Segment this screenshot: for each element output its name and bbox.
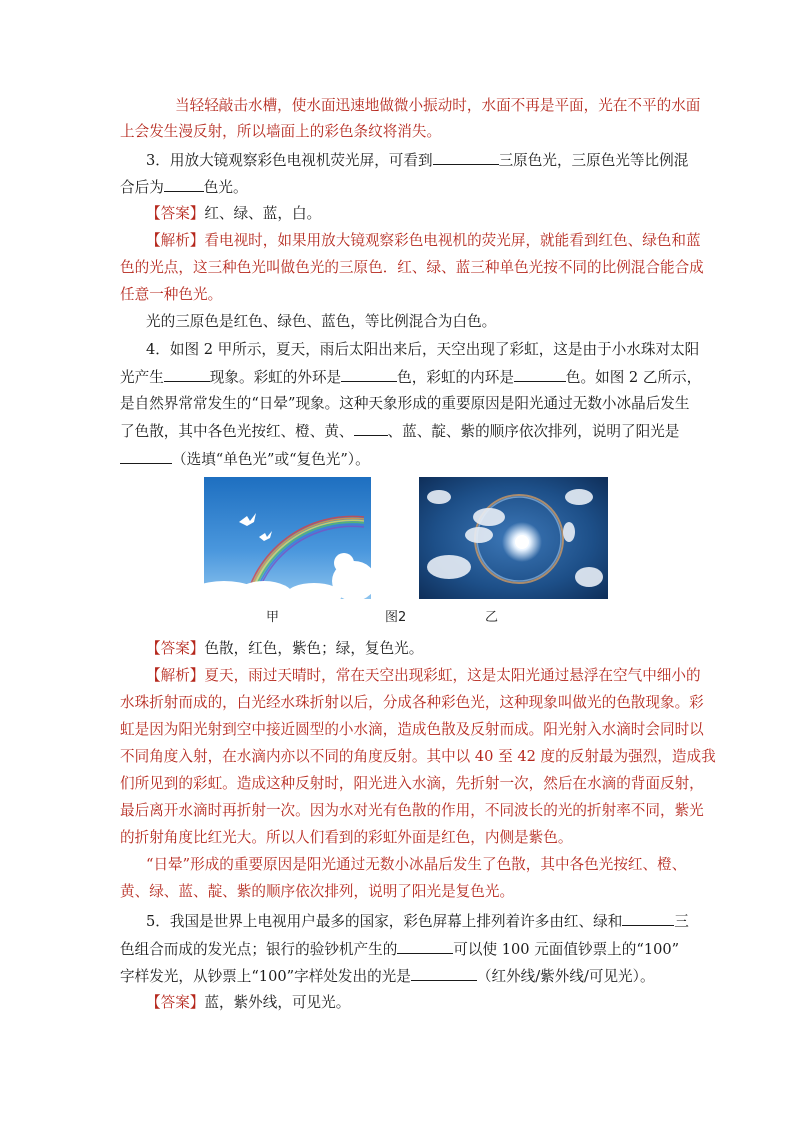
q4-analysis-2: 水珠折射而成的，白光经水珠折射以后，分成各种彩色光，这种现象叫做光的色散现象。彩 [120,694,704,711]
q3-text: 3．用放大镜观察彩色电视机荧光屏，可看到 [146,152,433,169]
q3-text: 合后为 [120,179,164,196]
analysis-text: 看电视时，如果用放大镜观察彩色电视机的荧光屏，就能看到红色、绿色和蓝 [204,232,701,249]
q5-text: 可以使 100 元面值钞票上的“100” [453,941,680,958]
q4-blank-3 [514,368,566,382]
figure-label-yi: 乙 [485,610,499,625]
q4-line-1: 4．如图 2 甲所示，夏天，雨后太阳出来后，天空出现了彩虹，这是由于小水珠对太阳 [146,341,700,358]
q4-blank-1 [164,368,210,382]
q5-text: 色组合而成的发光点；银行的验钞机产生的 [120,941,398,958]
q4-line-5 [120,450,370,469]
q4-text: （选填“单色光”或“复色光”）。 [172,451,370,468]
q3-text: 色光。 [203,179,248,196]
q4-blank-5 [120,450,172,464]
q4-text: 色。如图 2 乙所示， [565,369,702,386]
q5-line-1 [146,912,689,931]
intro-line-1: 当轻轻敲击水槽，使水面迅速地做微小振动时，水面不再是平面，光在不平的水面 [175,97,701,114]
q4-analysis-9: 黄、绿、蓝、靛、紫的顺序依次排列，说明了阳光是复色光。 [120,883,515,900]
q5-line-3 [120,967,655,986]
q3-line-1 [146,151,688,170]
answer-tag: 【答案】 [146,205,205,222]
q4-line-4 [120,422,679,441]
q4-analysis-1 [146,667,701,685]
answer-tag: 【答案】 [146,640,205,657]
q4-analysis-6: 最后离开水滴时再折射一次。因为水对光有色散的作用，不同波长的光的折射率不同，紫光 [120,802,704,819]
answer-text: 蓝，紫外线，可见光。 [204,994,351,1011]
q4-line-2 [120,368,701,387]
q5-text: 5．我国是世界上电视用户最多的国家，彩色屏幕上排列着许多由红、绿和 [146,913,623,930]
q4-text: 色，彩虹的内环是 [397,369,514,386]
q3-line-2 [120,178,248,197]
analysis-tag: 【解析】 [146,667,205,684]
q5-answer [146,994,350,1012]
q4-text: 了色散，其中各色光按红、橙、黄、 [120,423,354,440]
q4-analysis-8: “日晕”形成的重要原因是阳光通过无数小冰晶后发生了色散，其中各色光按红、橙、 [146,856,687,873]
figure-label-jia: 甲 [266,610,280,625]
q5-text: 字样发光，从钞票上“100”字样处发出的光是 [120,968,411,985]
q5-text: 三 [674,913,689,930]
rainbow-photo [204,477,371,599]
q4-line-3: 是自然界常常发生的“日晕”现象。这种天象形成的重要原因是阳光通过无数小冰晶后发生 [120,395,690,412]
q4-analysis-5: 们所见到的彩虹。造成这种反射时，阳光进入水滴，先折射一次，然后在水滴的背面反射， [120,775,704,792]
q4-blank-4 [354,422,388,436]
q3-text: 三原色光，三原色光等比例混 [498,152,689,169]
q4-answer [146,640,423,658]
q5-line-2 [120,940,679,959]
analysis-tag: 【解析】 [146,232,205,249]
q4-text: 光产生 [120,369,164,386]
q4-analysis-4: 不同角度入射，在水滴内亦以不同的角度反射。其中以 40 至 42 度的反射最为强烈，造成我 [120,748,716,765]
q4-blank-2 [341,368,397,382]
halo-photo [419,477,608,599]
q3-analysis-3: 任意一种色光。 [120,286,223,303]
answer-text: 红、绿、蓝，白。 [204,205,322,222]
q3-analysis-4: 光的三原色是红色、绿色、蓝色，等比例混合为白色。 [146,313,497,330]
q3-blank-1 [433,151,499,165]
q5-blank-1 [622,912,674,926]
q4-analysis-7: 的折射角度比红光大。所以人们看到的彩虹外面是红色，内侧是紫色。 [120,829,573,846]
q5-blank-3 [411,967,477,981]
q4-text: 现象。彩虹的外环是 [209,369,342,386]
answer-tag: 【答案】 [146,994,205,1011]
q4-text: 、蓝、靛、紫的顺序依次排列，说明了阳光是 [387,423,680,440]
analysis-text: 夏天，雨过天晴时，常在天空出现彩虹，这是太阳光通过悬浮在空气中细小的 [204,667,701,684]
intro-line-2: 上会发生漫反射，所以墙面上的彩色条纹将消失。 [120,123,442,140]
answer-text: 色散，红色，紫色；绿，复色光。 [204,640,424,657]
q3-blank-2 [164,178,204,192]
q4-analysis-3: 虹是因为阳光射到空中接近圆型的小水滴，造成色散及反射而成。阳光射入水滴时会同时以 [120,721,704,738]
q3-analysis-1 [146,232,701,250]
q5-blank-2 [397,940,453,954]
q5-text: （红外线/紫外线/可见光）。 [476,968,655,985]
q3-answer [146,205,321,223]
figure-caption: 图2 [385,610,407,625]
q3-analysis-2: 色的光点，这三种色光叫做色光的三原色．红、绿、蓝三种单色光按不同的比例混合能合成 [120,259,704,276]
